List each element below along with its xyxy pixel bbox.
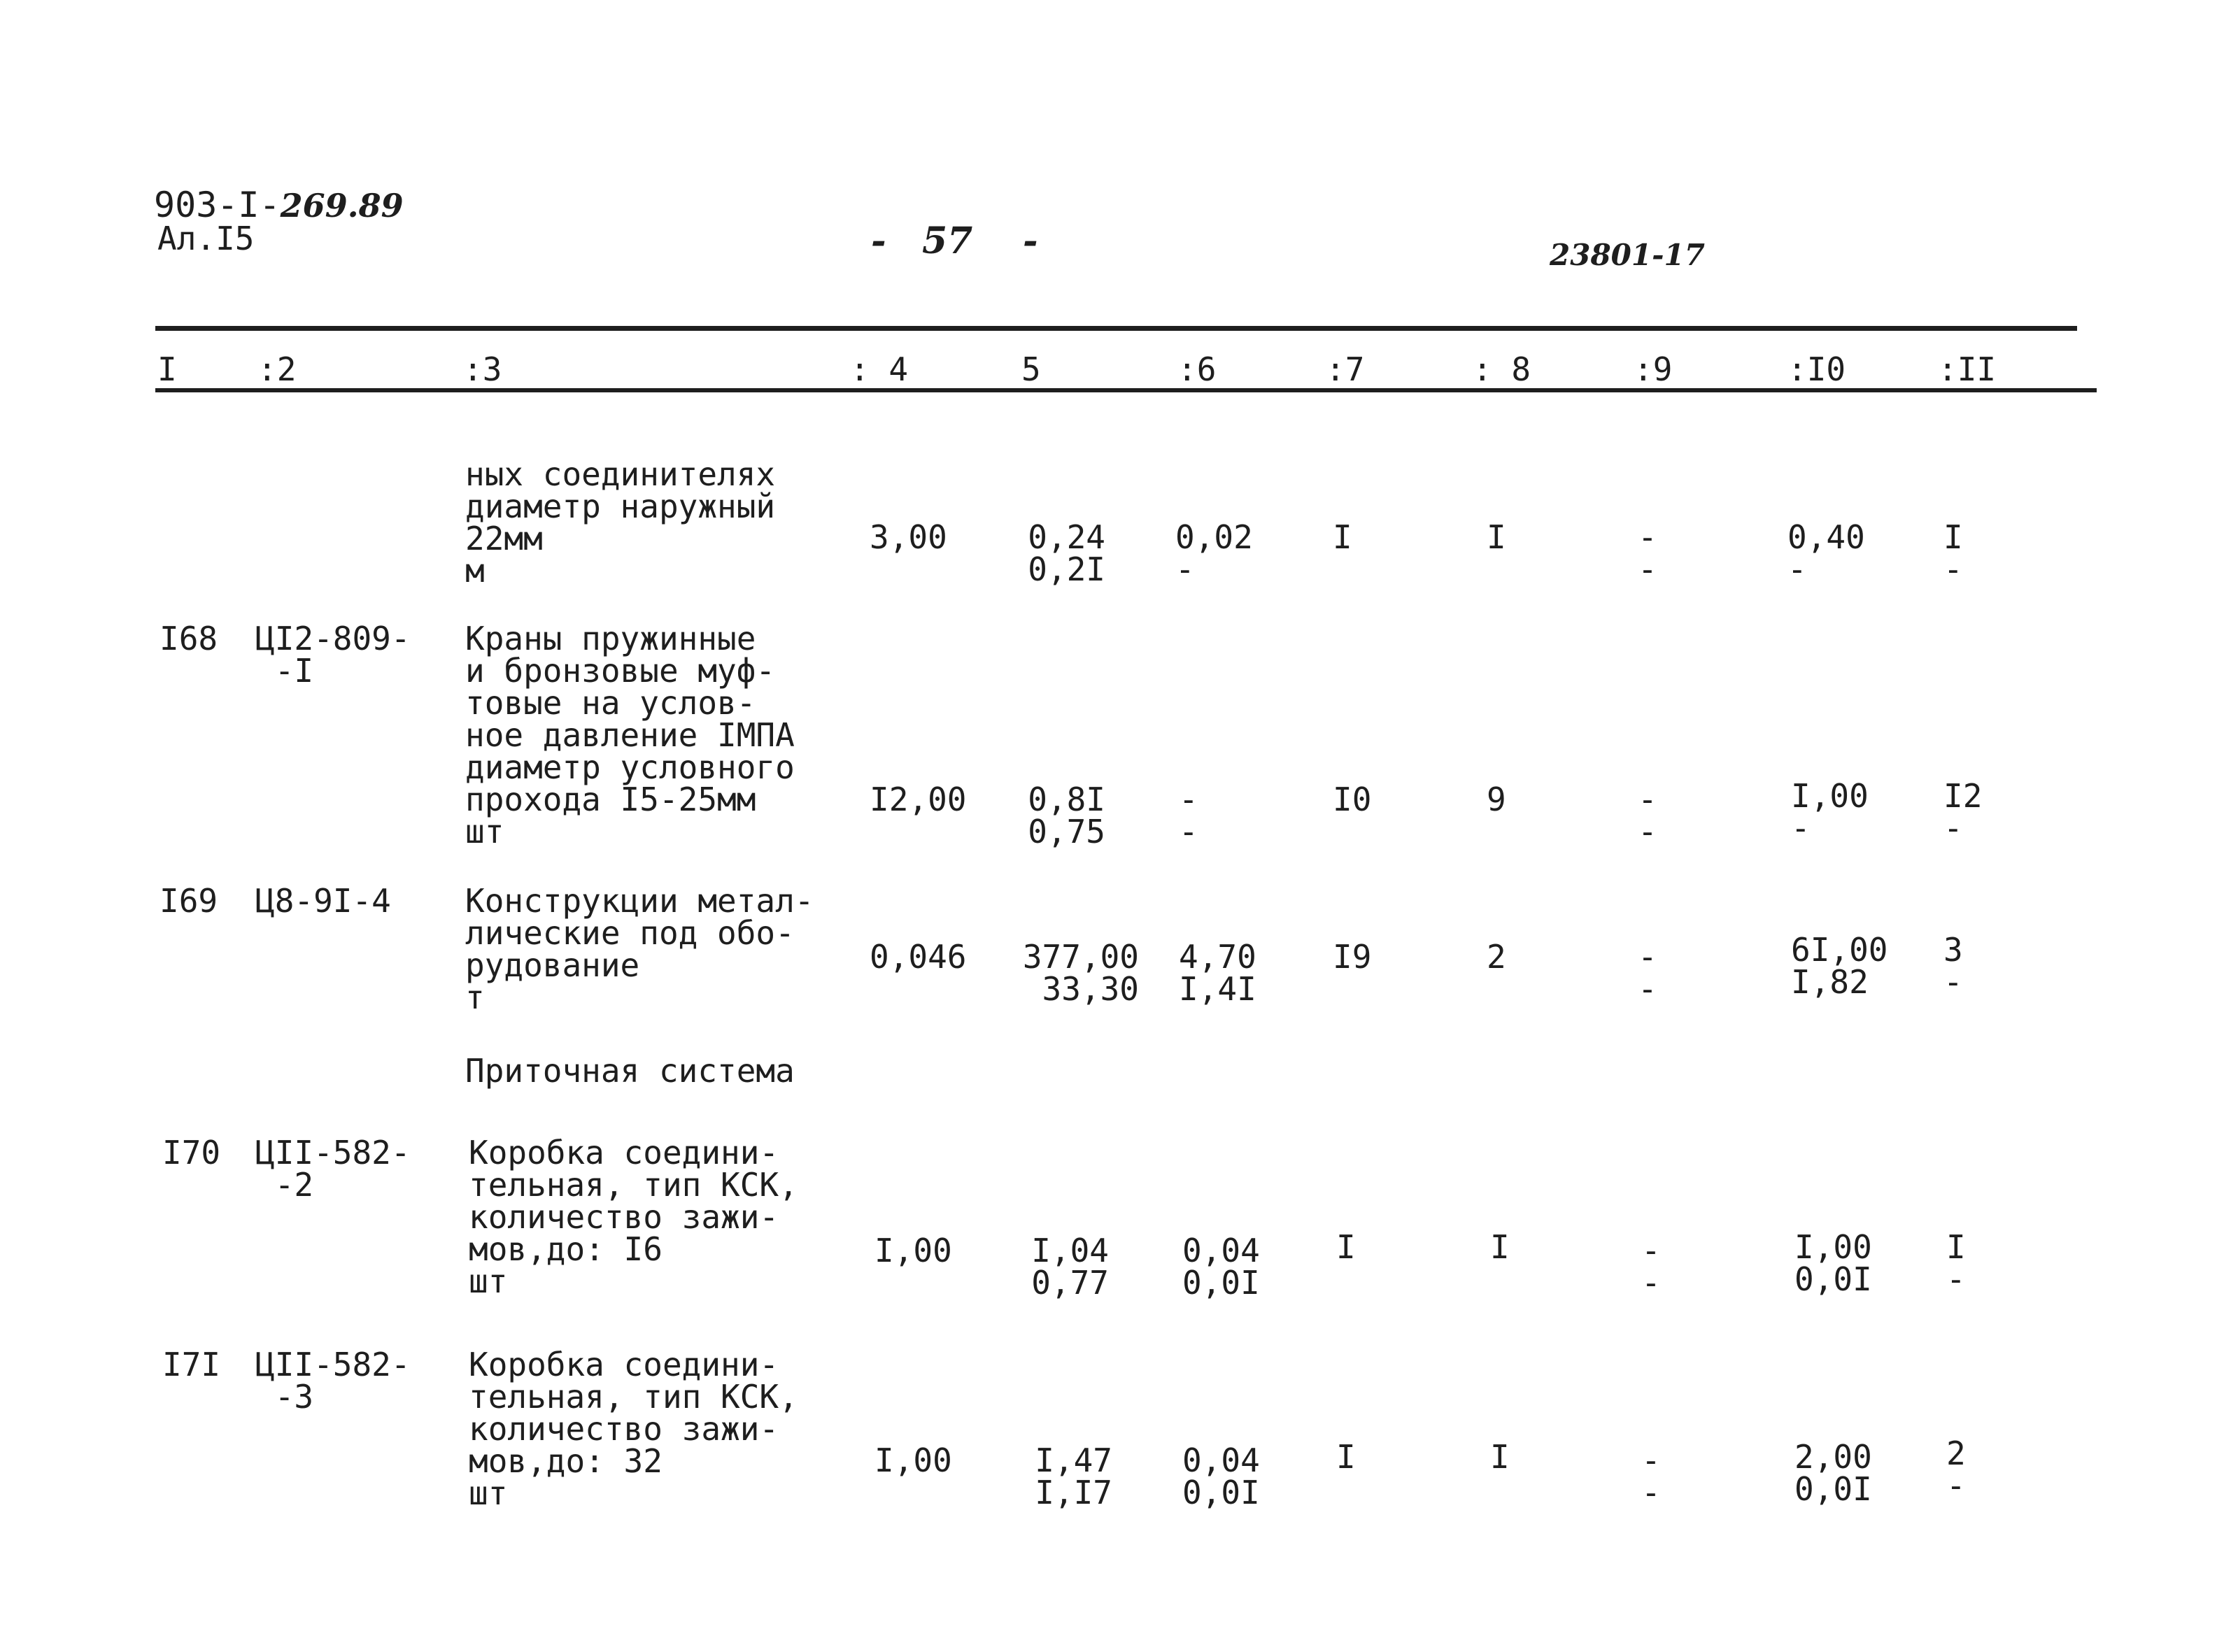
row-description: Коробка соедини- тельная, тип КСК, количество зажи- мов,до: I6 шт [469,1134,798,1300]
row-number: I7I [162,1346,221,1383]
cell-col7: I9 [1333,938,1372,976]
row-code: ЦI2-809- -I [255,620,411,690]
cell-col8: 2 [1487,938,1506,976]
cell-col5: 377,00 33,30 [1022,938,1139,1008]
row-description: Конструкции метал- лические под обо- рудование т [465,882,814,1016]
cell-col6: 0,04 0,0I [1182,1232,1260,1302]
header-bottom-rule [155,388,2097,392]
cell-col4: 3,00 [870,518,947,556]
cell-col4: I2,00 [870,781,967,818]
cell-col7: I0 [1333,781,1372,818]
document-number-prefix: 903-I- [154,185,281,225]
row-description: ных соединителях диаметр наружный 22мм м [465,455,776,590]
table-top-rule [155,326,2077,331]
page-dash-right: - [1023,220,1038,262]
cell-col4: 0,046 [870,938,967,976]
cell-col9: - - [1638,938,1657,1008]
cell-col4: I,00 [874,1232,952,1269]
cell-col10: I,00 - [1791,777,1869,847]
row-description: Коробка соедини- тельная, тип КСК, количество зажи- мов,до: 32 шт [469,1346,798,1512]
row-description: Краны пружинные и бронзовые муф- товые на услов- ное давление IМПА диаметр условного прохода I5-25мм шт [465,620,795,850]
cell-col5: I,47 I,I7 [1035,1441,1112,1511]
cell-col6: 4,70 I,4I [1179,938,1256,1008]
cell-col11: I - [1946,1228,1966,1298]
cell-col9: - - [1638,518,1657,588]
cell-col8: I [1487,518,1506,556]
cell-col10: 6I,00 I,82 [1791,931,1888,1001]
col-header-3: :3 [463,350,502,388]
cell-col11: 3 - [1943,931,1963,1001]
cell-col11: I - [1943,518,1963,588]
cell-col5: 0,8I 0,75 [1028,781,1105,850]
cell-col10: 2,00 0,0I [1794,1438,1872,1508]
row-code: ЦII-582- -2 [255,1134,411,1204]
cell-col8: 9 [1487,781,1506,818]
col-header-6: :6 [1177,350,1217,388]
cell-col4: I,00 [874,1441,952,1479]
cell-col11: 2 - [1946,1434,1966,1504]
col-header-5: 5 [1021,350,1041,388]
col-header-1: I [157,350,177,388]
cell-col7: I [1336,1438,1356,1476]
cell-col9: - - [1641,1232,1661,1302]
col-header-9: :9 [1634,350,1673,388]
section-heading: Приточная система [465,1052,795,1090]
col-header-2: :2 [257,350,297,388]
cell-col6: - - [1179,781,1198,850]
cell-col5: I,04 0,77 [1031,1232,1109,1302]
cell-col5: 0,24 0,2I [1028,518,1105,588]
cell-col9: - - [1641,1441,1661,1511]
cell-col10: 0,40 - [1787,518,1865,588]
sheet-label: Ал.I5 [157,220,255,257]
page-number: 57 [922,220,973,262]
cell-col11: I2 - [1943,777,1983,847]
page-dash-left: - [871,220,886,262]
row-number: I70 [162,1134,221,1172]
document-number-handwritten: 269.89 [280,187,404,225]
col-header-8: : 8 [1473,350,1531,388]
archive-number: 23801-17 [1550,238,1705,272]
cell-col9: - - [1638,781,1657,850]
row-code: Ц8-9I-4 [255,882,391,920]
cell-col8: I [1490,1228,1510,1266]
row-code: ЦII-582- -3 [255,1346,411,1416]
col-header-7: :7 [1326,350,1365,388]
cell-col7: I [1336,1228,1356,1266]
col-header-4: : 4 [850,350,909,388]
row-number: I69 [160,882,218,920]
document-number [154,187,404,223]
cell-col10: I,00 0,0I [1794,1228,1872,1298]
cell-col8: I [1490,1438,1510,1476]
col-header-11: :II [1938,350,1997,388]
row-number: I68 [160,620,218,657]
cell-col6: 0,02 - [1175,518,1253,588]
col-header-10: :I0 [1787,350,1846,388]
cell-col6: 0,04 0,0I [1182,1441,1260,1511]
cell-col7: I [1333,518,1352,556]
